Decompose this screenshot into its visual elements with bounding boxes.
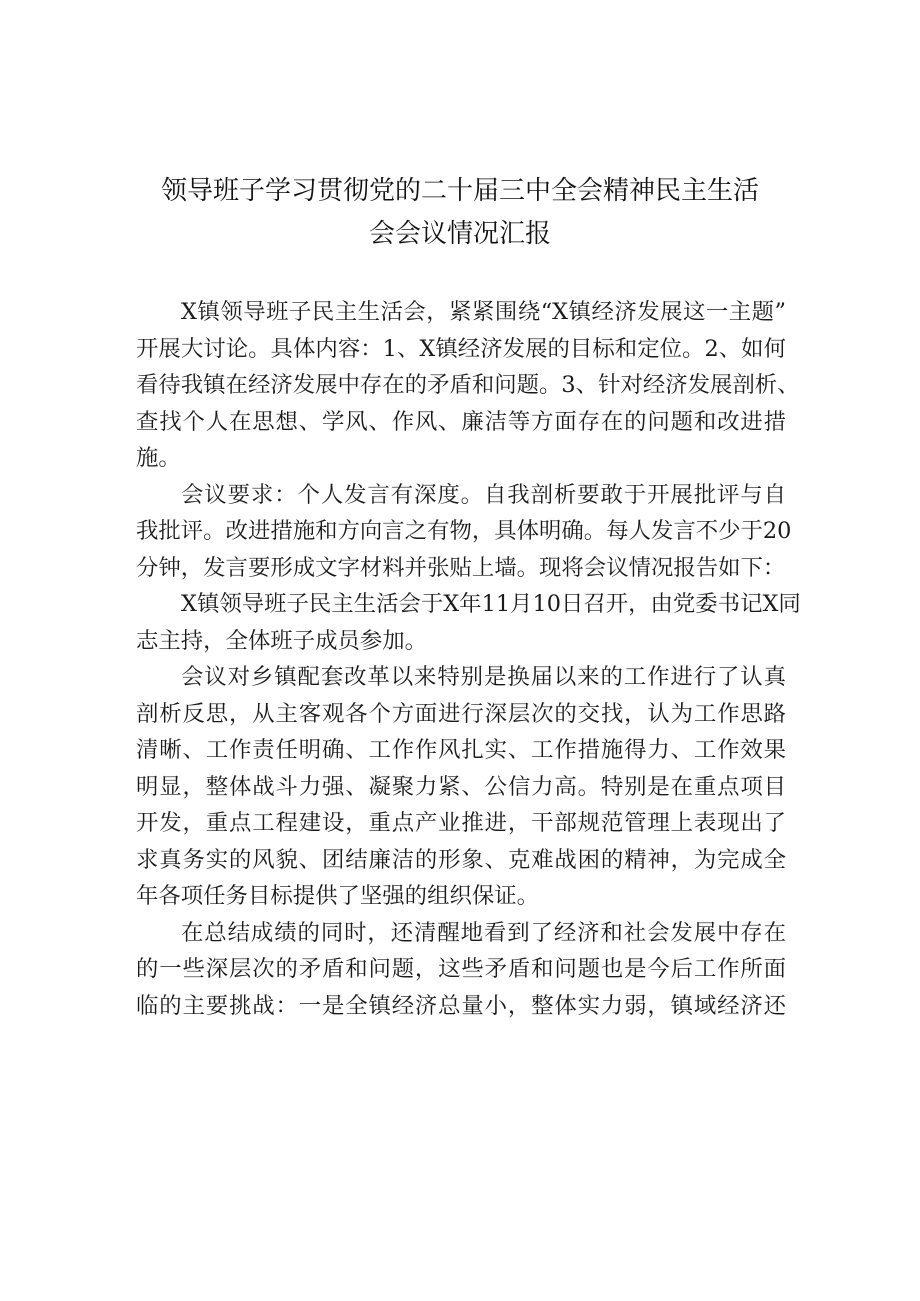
text-line: 开发，重点工程建设，重点产业推进，干部规范管理上表现出了 <box>136 810 786 836</box>
text-line: 剖析反思，从主客观各个方面进行深层次的交找，认为工作思路 <box>136 700 786 727</box>
text-line: 施。 <box>136 445 181 471</box>
text-line: 明显，整体战斗力强、凝聚力紧、公信力高。特别是在重点项目 <box>136 773 786 800</box>
text-line: 会议对乡镇配套改革以来特别是换届以来的工作进行了认真 <box>181 664 786 690</box>
paragraph-3 <box>136 586 801 659</box>
document-title <box>110 170 810 256</box>
paragraph-4 <box>136 659 786 915</box>
text-line: 查找个人在思想、学风、作风、廉洁等方面存在的问题和改进措 <box>136 408 786 435</box>
text-line: X镇领导班子民主生活会，紧紧围绕“X镇经济发展这一主题” <box>181 299 786 325</box>
text-line: 临的主要挑战：一是全镇经济总量小，整体实力弱，镇域经济还 <box>136 992 786 1019</box>
text-line: 开展大讨论。具体内容：1、X镇经济发展的目标和定位。2、如何 <box>136 335 786 362</box>
text-line: 求真务实的风貌、团结廉洁的形象、克难战困的精神，为完成全 <box>136 846 786 873</box>
document-body <box>136 294 801 1024</box>
text-line: X镇领导班子民主生活会于X年11月10日召开，由党委书记X同 <box>181 591 801 617</box>
text-line: 看待我镇在经济发展中存在的矛盾和问题。3、针对经济发展剖析、 <box>136 372 800 398</box>
paragraph-5 <box>136 915 786 1025</box>
text-line: 清晰、工作责任明确、工作作风扎实、工作措施得力、工作效果 <box>136 737 786 763</box>
paragraph-1 <box>136 294 800 477</box>
paragraph-2 <box>136 477 792 587</box>
text-line: 分钟，发言要形成文字材料并张贴上墙。现将会议情况报告如下： <box>136 554 786 581</box>
text-line: 年各项任务目标提供了坚强的组织保证。 <box>136 883 540 909</box>
text-line: 会议要求：个人发言有深度。自我剖析要敢于开展批评与自 <box>181 481 786 508</box>
text-line: 志主持，全体班子成员参加。 <box>136 627 428 654</box>
text-line: 的一些深层次的矛盾和问题，这些矛盾和问题也是今后工作所面 <box>136 956 786 982</box>
title-line: 领导班子学习贯彻党的二十届三中全会精神民主生活 <box>160 176 759 206</box>
title-line: 会会议情况汇报 <box>368 219 551 249</box>
text-line: 我批评。改进措施和方向言之有物，具体明确。每人发言不少于20 <box>136 518 792 544</box>
text-line: 在总结成绩的同时，还清醒地看到了经济和社会发展中存在 <box>181 919 786 946</box>
